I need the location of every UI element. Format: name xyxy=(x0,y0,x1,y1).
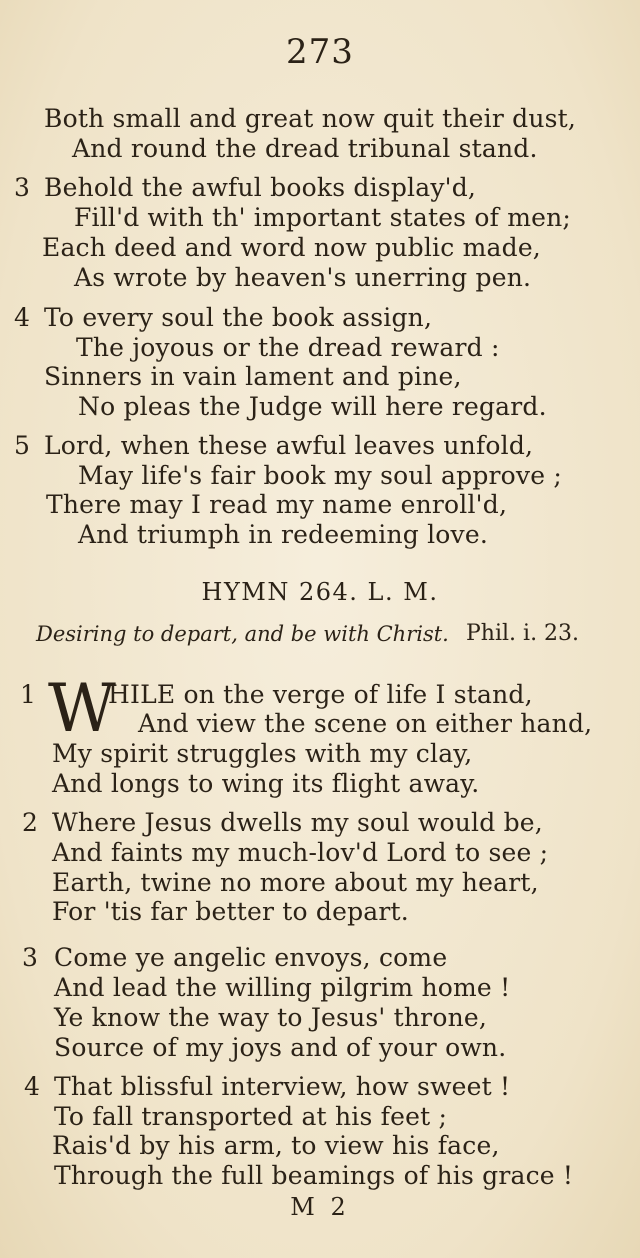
verse-line: And faints my much-lov'd Lord to see ; xyxy=(52,838,549,867)
verse-line: Source of my joys and of your own. xyxy=(54,1033,507,1062)
verse-line: Each deed and word now public made, xyxy=(42,233,541,262)
stanza-number: 4 xyxy=(24,1072,40,1101)
verse-line: Come ye angelic envoys, come xyxy=(54,943,448,972)
verse-line: For 'tis far better to depart. xyxy=(52,897,409,926)
stanza-number: 4 xyxy=(14,303,30,332)
stanza-number: 3 xyxy=(22,943,38,972)
verse-line: No pleas the Judge will here regard. xyxy=(78,392,547,421)
verse-line: Ye know the way to Jesus' throne, xyxy=(54,1003,488,1032)
verse-line: As wrote by heaven's unerring pen. xyxy=(74,263,532,292)
verse-line: Where Jesus dwells my soul would be, xyxy=(52,808,543,837)
verse-line: And round the dread tribunal stand. xyxy=(72,134,538,163)
hymn-subtitle: Desiring to depart, and be with Christ. xyxy=(36,622,449,646)
verse-line: Sinners in vain lament and pine, xyxy=(44,362,462,391)
verse-line: There may I read my name enroll'd, xyxy=(46,490,508,519)
stanza-number: 2 xyxy=(22,808,38,837)
verse-line: Both small and great now quit their dust, xyxy=(44,104,577,133)
verse-line: May life's fair book my soul approve ; xyxy=(78,461,563,490)
verse-line: The joyous or the dread reward : xyxy=(76,333,500,362)
verse-line: To fall transported at his feet ; xyxy=(54,1102,448,1131)
stanza-number: 5 xyxy=(14,431,30,460)
verse-line: Earth, twine no more about my heart, xyxy=(52,868,539,897)
verse-line: That blissful interview, how sweet ! xyxy=(54,1072,511,1101)
verse-line: Fill'd with th' important states of men; xyxy=(74,203,572,232)
scripture-reference: Phil. i. 23. xyxy=(466,621,580,646)
verse-line: Through the full beamings of his grace ! xyxy=(54,1161,574,1190)
page-number: 273 xyxy=(286,32,354,72)
verse-line: My spirit struggles with my clay, xyxy=(52,739,473,768)
verse-line: To every soul the book assign, xyxy=(44,303,433,332)
verse-line: And view the scene on either hand, xyxy=(138,709,593,738)
drop-cap: W xyxy=(48,670,116,747)
verse-line: And longs to wing its flight away. xyxy=(52,769,480,798)
verse-line: Lord, when these awful leaves unfold, xyxy=(44,431,534,460)
verse-line: And lead the willing pilgrim home ! xyxy=(54,973,511,1002)
stanza-number: 3 xyxy=(14,173,30,202)
stanza-number: 1 xyxy=(20,680,36,709)
hymn-title: HYMN 264. L. M. xyxy=(201,578,439,606)
verse-line: HILE on the verge of life I stand, xyxy=(108,680,533,709)
verse-line: Behold the awful books display'd, xyxy=(44,173,477,202)
printer-signature: M 2 xyxy=(290,1193,350,1221)
verse-line: And triumph in redeeming love. xyxy=(78,520,489,549)
verse-line: Rais'd by his arm, to view his face, xyxy=(52,1131,500,1160)
